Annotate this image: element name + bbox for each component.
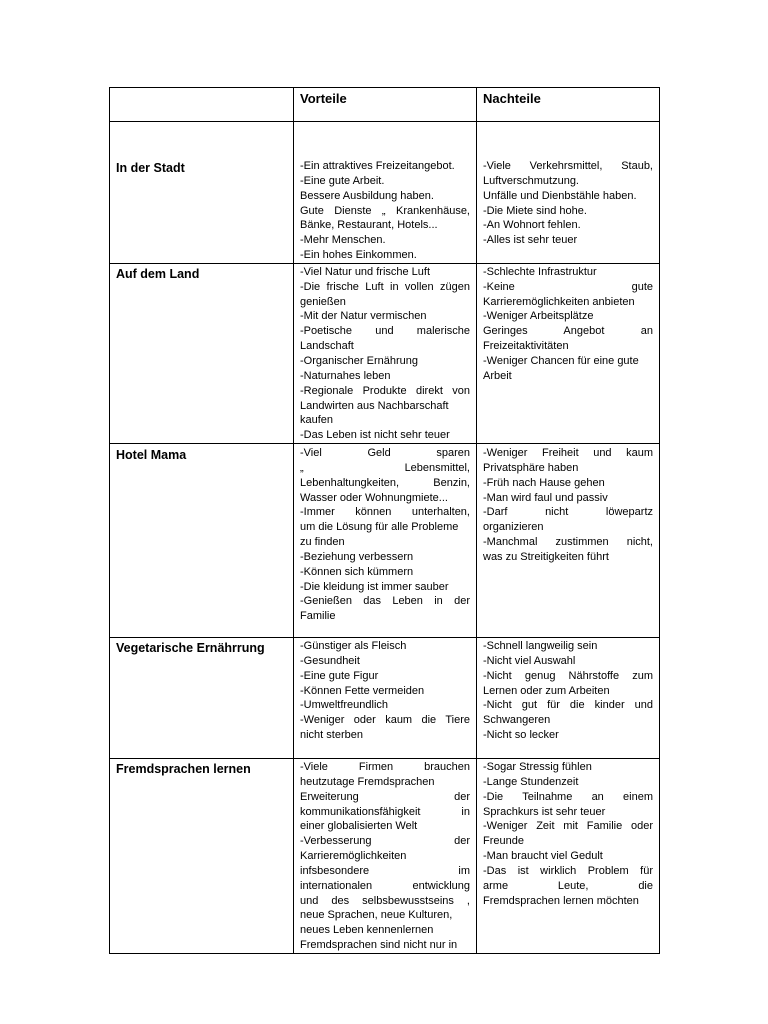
nachteil-line: -Weniger Chancen für eine gute [483,354,639,367]
nachteil-line: Fremdsprachen lernen möchten [483,894,639,907]
vorteil-line: internationalen entwicklung [300,879,470,892]
header-cell-empty [110,88,294,122]
vorteil-line: -Viele Firmen brauchen [300,761,470,774]
vorteil-line: -Umweltfreundlich [300,699,389,712]
nachteil-line: -Das ist wirklich Problem für [483,864,653,877]
vorteile-cell [294,759,477,954]
vorteil-line: -Die kleidung ist immer sauber [300,580,449,593]
nachteil-line: -Früh nach Hause gehen [483,476,605,489]
vorteil-line: -Viel Geld sparen [300,447,470,460]
nachteil-line: Lernen oder zum Arbeiten [483,684,610,697]
vorteil-line: -Können sich kümmern [300,565,414,578]
vorteil-line: -Ein hohes Einkommen. [300,249,417,262]
vorteil-line: -Die frische Luft in vollen zügen [300,280,470,293]
nachteile-cell [477,444,660,638]
vorteil-line: einer globalisierten Welt [300,820,418,833]
nachteil-line: -Nicht gut für die kinder und [483,699,653,712]
nachteil-line: -Weniger Arbeitsplätze [483,310,594,323]
table-row [110,759,660,954]
category-cell [110,263,294,443]
pros-cons-table [109,87,660,954]
vorteil-line: -Weniger oder kaum die Tiere [300,714,470,727]
nachteil-line: -Keine gute [483,280,653,293]
vorteil-line: -Mehr Menschen. [300,234,386,247]
vorteil-line: Gute Dienste „ Krankenhäuse, [300,204,470,217]
vorteil-line: neues Leben kennenlernen [300,924,434,937]
table-header-row [110,88,660,122]
vorteil-line: kaufen [300,414,334,427]
nachteil-line: -Lange Stundenzeit [483,775,579,788]
category-cell [110,444,294,638]
vorteile-cell [294,444,477,638]
header-nachteile: Nachteile [483,91,541,106]
vorteil-line: „ Lebensmittel, [300,461,470,474]
vorteil-line: -Das Leben ist nicht sehr teuer [300,429,450,442]
nachteil-line: -Darf nicht löwepartz [483,506,653,519]
category-cell [110,759,294,954]
nachteil-line: -Nicht genug Nährstoffe zum [483,669,653,682]
vorteil-line: Lebenhaltungkeiten, Benzin, [300,476,470,489]
vorteile-cell [294,638,477,759]
vorteil-line: -Können Fette vermeiden [300,684,425,697]
vorteil-line: -Naturnahes leben [300,369,391,382]
nachteil-line: Arbeit [483,369,512,382]
vorteil-line: Landwirten aus Nachbarschaft [300,399,449,412]
nachteile-cell [477,122,660,264]
nachteil-line: -Nicht so lecker [483,729,559,742]
vorteil-line: -Mit der Natur vermischen [300,310,427,323]
vorteil-line: heutzutage Fremdsprachen [300,775,435,788]
nachteil-line: organizieren [483,521,544,534]
vorteil-line: -Regionale Produkte direkt von [300,384,470,397]
nachteil-line: -Schnell langweilig sein [483,640,598,653]
nachteil-line: Schwangeren [483,714,551,727]
nachteil-line: arme Leute, die [483,879,653,892]
nachteil-line: -Sogar Stressig fühlen [483,761,592,774]
nachteil-line: -Man wird faul und passiv [483,491,608,504]
vorteil-line: Bänke, Restaurant, Hotels... [300,219,438,232]
vorteil-line: -Poetische und malerische [300,325,470,338]
nachteil-line: -Die Miete sind hohe. [483,204,587,217]
nachteil-line: Luftverschmutzung. [483,174,579,187]
nachteil-line: Freunde [483,835,524,848]
nachteil-line: -Die Teilnahme an einem [483,790,653,803]
category-label: Fremdsprachen lernen [116,762,251,777]
nachteile-cell [477,759,660,954]
nachteil-line: -Man braucht viel Gedult [483,850,603,863]
nachteil-line: -An Wohnort fehlen. [483,219,581,232]
vorteil-line: neue Sprachen, neue Kulturen, [300,909,453,922]
vorteil-line: Bessere Ausbildung haben. [300,189,434,202]
category-cell [110,122,294,264]
nachteil-line: Unfälle und Dienbstähle haben. [483,189,637,202]
nachteil-line: -Weniger Zeit mit Familie oder [483,820,653,833]
category-label: Hotel Mama [116,448,187,463]
category-label: In der Stadt [116,161,185,175]
vorteil-line: -Genießen das Leben in der [300,595,470,608]
vorteil-line: kommunikationsfähigkeit in [300,805,470,818]
nachteil-line: -Weniger Freiheit und kaum [483,447,653,460]
nachteil-line: was zu Streitigkeiten führt [483,550,609,563]
nachteil-line: Geringes Angebot an [483,325,653,338]
vorteil-line: -Beziehung verbessern [300,550,414,563]
nachteil-line: -Nicht viel Auswahl [483,654,576,667]
nachteil-line: -Manchmal zustimmen nicht, [483,536,653,549]
vorteil-line: -Ein attraktives Freizeitangebot. [300,160,455,172]
table-row [110,122,660,264]
vorteil-line: Wasser oder Wohnungmiete... [300,491,448,504]
nachteil-line: -Viele Verkehrsmittel, Staub, [483,160,653,172]
vorteile-cell [294,263,477,443]
table-row [110,638,660,759]
nachteil-line: Freizeitaktivitäten [483,340,569,353]
vorteil-line: Erweiterung der [300,790,470,803]
category-label: Vegetarische Ernährrung [116,641,265,656]
vorteil-line: -Organischer Ernährung [300,354,419,367]
category-cell [110,638,294,759]
header-cell-nachteile [477,88,660,122]
vorteil-line: -Günstiger als Fleisch [300,640,407,653]
vorteil-line: infsbesondere im [300,864,470,877]
vorteile-cell [294,122,477,264]
vorteil-line: Landschaft [300,340,354,353]
nachteil-line: -Alles ist sehr teuer [483,234,578,247]
table-row [110,263,660,443]
vorteil-line: -Immer können unterhalten, [300,506,470,519]
vorteil-line: -Viel Natur und frische Luft [300,265,431,278]
nachteil-line: -Schlechte Infrastruktur [483,265,597,278]
vorteil-line: -Eine gute Figur [300,669,379,682]
vorteil-line: Karrieremöglichkeiten [300,850,407,863]
vorteil-line: um die Lösung für alle Probleme [300,521,459,534]
vorteil-line: Familie [300,610,336,623]
header-vorteile: Vorteile [300,91,347,106]
category-label: Auf dem Land [116,266,200,281]
table-row [110,444,660,638]
vorteil-line: und des selbsbewusstseins , [300,894,470,907]
vorteil-line: -Gesundheit [300,654,360,667]
vorteil-line: Fremdsprachen sind nicht nur in [300,939,458,952]
vorteil-line: -Eine gute Arbeit. [300,174,385,187]
vorteil-line: -Verbesserung der [300,835,470,848]
nachteil-line: Karrieremöglichkeiten anbieten [483,295,635,308]
vorteil-line: zu finden [300,536,345,549]
vorteil-line: genießen [300,295,346,308]
nachteile-cell [477,638,660,759]
nachteile-cell [477,263,660,443]
nachteil-line: Privatsphäre haben [483,461,579,474]
nachteil-line: Sprachkurs ist sehr teuer [483,805,606,818]
vorteil-line: nicht sterben [300,729,363,742]
header-cell-vorteile [294,88,477,122]
